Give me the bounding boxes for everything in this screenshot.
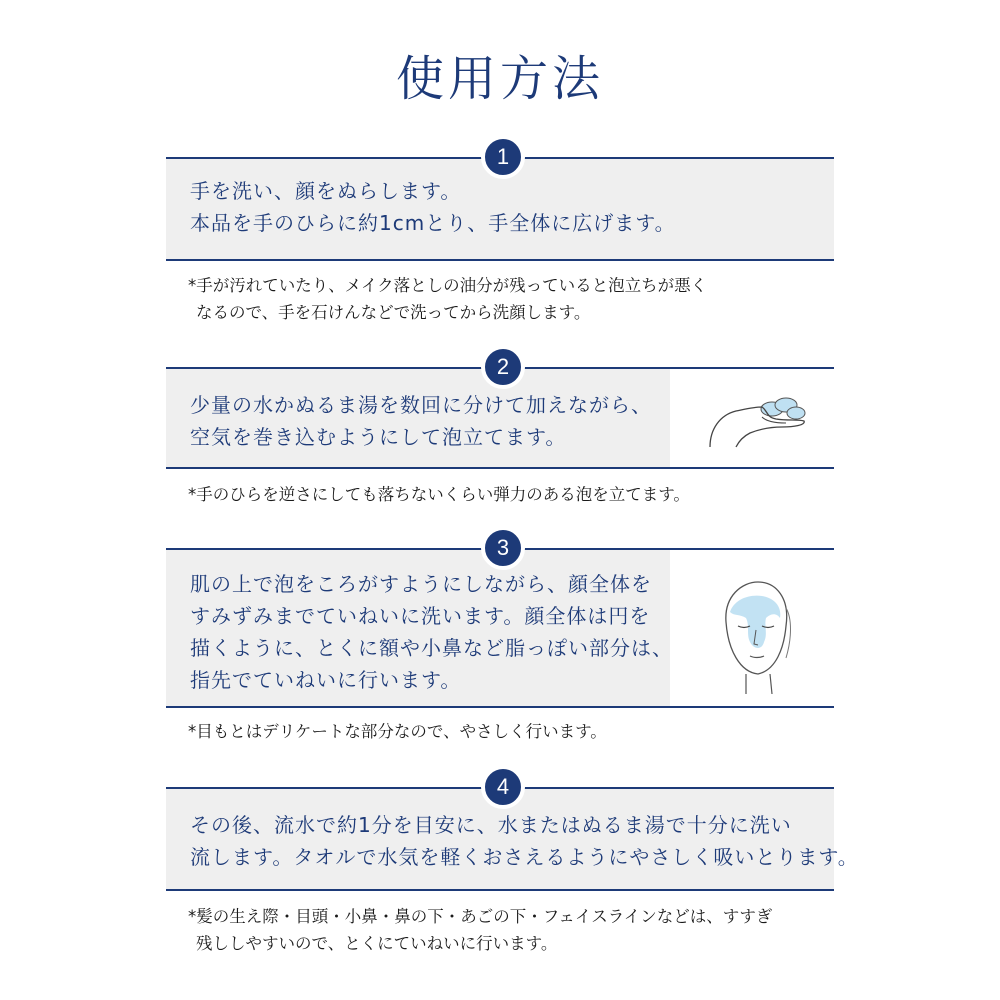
step-4-number: 4 — [481, 765, 525, 809]
step-1-bottom-line — [166, 259, 834, 261]
step-2 — [166, 354, 834, 467]
step-4-note-line-1: *髪の生え際・目頭・小鼻・鼻の下・あごの下・フェイスラインなどは、すすぎ — [188, 907, 773, 926]
step-2-number: 2 — [481, 345, 525, 389]
step-3-note-line-1: *目もとはデリケートな部分なので、やさしく行います。 — [188, 722, 607, 741]
step-4-text-line-1: その後、流水で約1分を目安に、水またはぬるま湯で十分に洗い — [190, 813, 792, 837]
step-1-text-line-1: 手を洗い、顔をぬらします。 — [190, 179, 462, 203]
step-3 — [166, 535, 834, 706]
face-wash-icon — [718, 578, 794, 696]
step-2-note-line-1: *手のひらを逆さにしても落ちないくらい弾力のある泡を立てます。 — [188, 485, 690, 504]
step-3-text-line-3: 描くように、とくに額や小鼻など脂っぽい部分は、 — [190, 636, 673, 660]
step-4-text-line-2: 流します。タオルで水気を軽くおさえるようにやさしく吸いとります。 — [190, 845, 859, 869]
step-1 — [166, 144, 834, 259]
step-3-number: 3 — [481, 526, 525, 570]
step-3-bottom-line — [166, 706, 834, 708]
step-3-text-line-4: 指先でていねいに行います。 — [190, 668, 462, 692]
hand-foam-icon — [702, 385, 812, 451]
step-1-number: 1 — [481, 135, 525, 179]
step-1-text-line-2: 本品を手のひらに約1cmとり、手全体に広げます。 — [190, 211, 676, 235]
step-1-note-line-2: なるので、手を石けんなどで洗ってから洗顔します。 — [196, 303, 591, 322]
step-3-text-line-1: 肌の上で泡をころがすようにしながら、顔全体を — [190, 572, 652, 596]
step-2-bottom-line — [166, 467, 834, 469]
page-title: 使用方法 — [395, 51, 604, 107]
step-4 — [166, 774, 859, 889]
step-1-note-line-1: *手が汚れていたり、メイク落としの油分が残っていると泡立ちが悪く — [188, 276, 708, 295]
step-3-text-line-2: すみずみまでていねいに洗います。顔全体は円を — [190, 604, 651, 628]
step-2-text-line-2: 空気を巻き込むようにして泡立てます。 — [190, 425, 567, 449]
step-2-text-line-1: 少量の水かぬるま湯を数回に分けて加えながら、 — [190, 393, 652, 417]
step-4-note-line-2: 残ししやすいので、とくにていねいに行います。 — [196, 934, 558, 953]
step-4-bottom-line — [166, 889, 834, 891]
